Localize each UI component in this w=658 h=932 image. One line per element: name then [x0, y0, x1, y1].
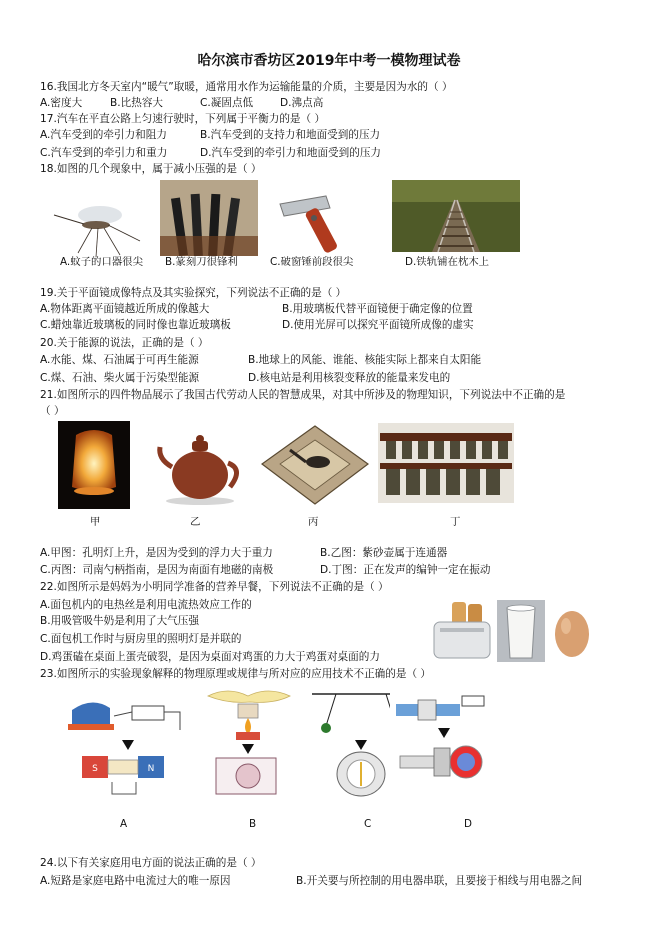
sinan-compass-image	[258, 420, 372, 510]
kongming-lantern-image	[58, 421, 130, 509]
q21-option-d: D.丁图：正在发声的编钟一定在振动	[320, 564, 491, 576]
q24-stem: 24.以下有关家庭用电方面的说法正确的是（ ）	[40, 857, 262, 869]
q24-option-a: A.短路是家庭电路中电流过大的唯一原因	[40, 875, 231, 887]
q21-option-a: A.甲图：孔明灯上升，是因为受到的浮力大于重力	[40, 547, 273, 559]
q18-stem: 18.如图的几个现象中，属于减小压强的是（ ）	[40, 163, 262, 175]
q18-caption-b: B.篆刻刀很锋利	[165, 256, 238, 268]
q22-option-d: D.鸡蛋磕在桌面上蛋壳破裂，是因为桌面对鸡蛋的力大于鸡蛋对桌面的力	[40, 651, 380, 663]
page-title: 哈尔滨市香坊区2019年中考一模物理试卷	[197, 53, 461, 69]
q21-option-b: B.乙图：紫砂壶属于连通器	[320, 547, 448, 559]
q17-option-b: B.汽车受到的支持力和地面受到的压力	[200, 129, 381, 141]
q17-option-c: C.汽车受到的牵引力和重力	[40, 147, 168, 159]
q19-option-a: A.物体距离平面镜越近所成的像越大	[40, 303, 210, 315]
magnet-n-label: N	[147, 764, 155, 774]
q16-stem: 16.我国北方冬天室内“暖气”取暖，通常用水作为运输能量的介质，主要是因为水的（ ）	[40, 81, 453, 93]
q16-option-d: D.沸点高	[280, 97, 324, 109]
q23-caption-b: B	[249, 818, 257, 830]
q22-option-a: A.面包机内的电热丝是利用电流热效应工作的	[40, 599, 252, 611]
toaster-image	[430, 598, 494, 662]
q21-caption-ding: 丁	[450, 516, 461, 528]
q20-option-a: A.水能、煤、石油属于可再生能源	[40, 354, 199, 366]
q20-option-d: D.核电站是利用核裂变释放的能量来发电的	[248, 372, 451, 384]
q21-paren: （ ）	[40, 405, 65, 417]
electromagnetic-induction-diagram	[62, 690, 186, 800]
q23-stem: 23.如图所示的实验现象解释的物理原理或规律与所对应的应用技术不正确的是（ ）	[40, 668, 431, 680]
milk-glass-image	[497, 600, 545, 662]
q20-option-b: B.地球上的风能、谁能、核能实际上都来自太阳能	[248, 354, 482, 366]
q17-stem: 17.汽车在平直公路上匀速行驶时，下列属于平衡力的是（ ）	[40, 113, 326, 125]
q16-option-b: B.比热容大	[110, 97, 164, 109]
q20-stem: 20.关于能源的说法，正确的是（ ）	[40, 337, 209, 349]
q21-caption-jia: 甲	[90, 516, 101, 528]
q19-option-b: B.用玻璃板代替平面镜便于确定像的位置	[282, 303, 473, 315]
q23-caption-a: A	[120, 818, 128, 830]
q21-option-c: C.丙图：司南勺柄指南，是因为南面有地磁的南极	[40, 564, 274, 576]
q21-stem: 21.如图所示的四件物品展示了我国古代劳动人民的智慧成果，对其中所涉及的物理知识，下列说法中不正确的是	[40, 389, 566, 401]
q22-option-c: C.面包机工作时与厨房里的照明灯是并联的	[40, 633, 242, 645]
q19-stem: 19.关于平面镜成像特点及其实验探究，下列说法不正确的是（ ）	[40, 287, 347, 299]
q21-caption-yi: 乙	[190, 516, 201, 528]
q23-caption-c: C	[364, 818, 372, 830]
railway-track-image	[392, 180, 520, 252]
q19-option-d: D.使用光屏可以探究平面镜所成像的虚实	[282, 319, 474, 331]
emergency-hammer-image	[270, 182, 366, 256]
magnet-s-label: S	[92, 764, 98, 774]
q19-option-c: C.蜡烛靠近玻璃板的同时像也靠近玻璃板	[40, 319, 231, 331]
q22-stem: 22.如图所示是妈妈为小明同学准备的营养早餐，下列说法不正确的是（ ）	[40, 581, 389, 593]
carving-knives-image	[160, 180, 258, 256]
q18-caption-d: D.铁轨铺在枕木上	[405, 256, 490, 268]
q17-option-a: A.汽车受到的牵引力和阻力	[40, 129, 167, 141]
q17-option-d: D.汽车受到的牵引力和地面受到的压力	[200, 147, 382, 159]
steam-engine-diagram	[204, 688, 294, 800]
q20-option-c: C.煤、石油、柴火属于污染型能源	[40, 372, 200, 384]
q16-option-a: A.密度大	[40, 97, 83, 109]
q24-option-b: B.开关要与所控制的用电器串联，且要接于相线与用电器之间	[296, 875, 583, 887]
egg-image	[548, 602, 596, 662]
teapot-image	[154, 423, 246, 507]
q21-caption-bing: 丙	[308, 516, 319, 528]
q16-option-c: C.凝固点低	[200, 97, 254, 109]
bianzhong-bells-image	[378, 423, 514, 503]
q23-caption-d: D	[464, 818, 473, 830]
q18-caption-a: A.蚊子的口器很尖	[60, 256, 143, 268]
q22-option-b: B.用吸管吸牛奶是利用了大气压强	[40, 615, 199, 627]
microphone-diagram	[390, 690, 500, 800]
q18-caption-c: C.破窗锤前段很尖	[270, 256, 354, 268]
